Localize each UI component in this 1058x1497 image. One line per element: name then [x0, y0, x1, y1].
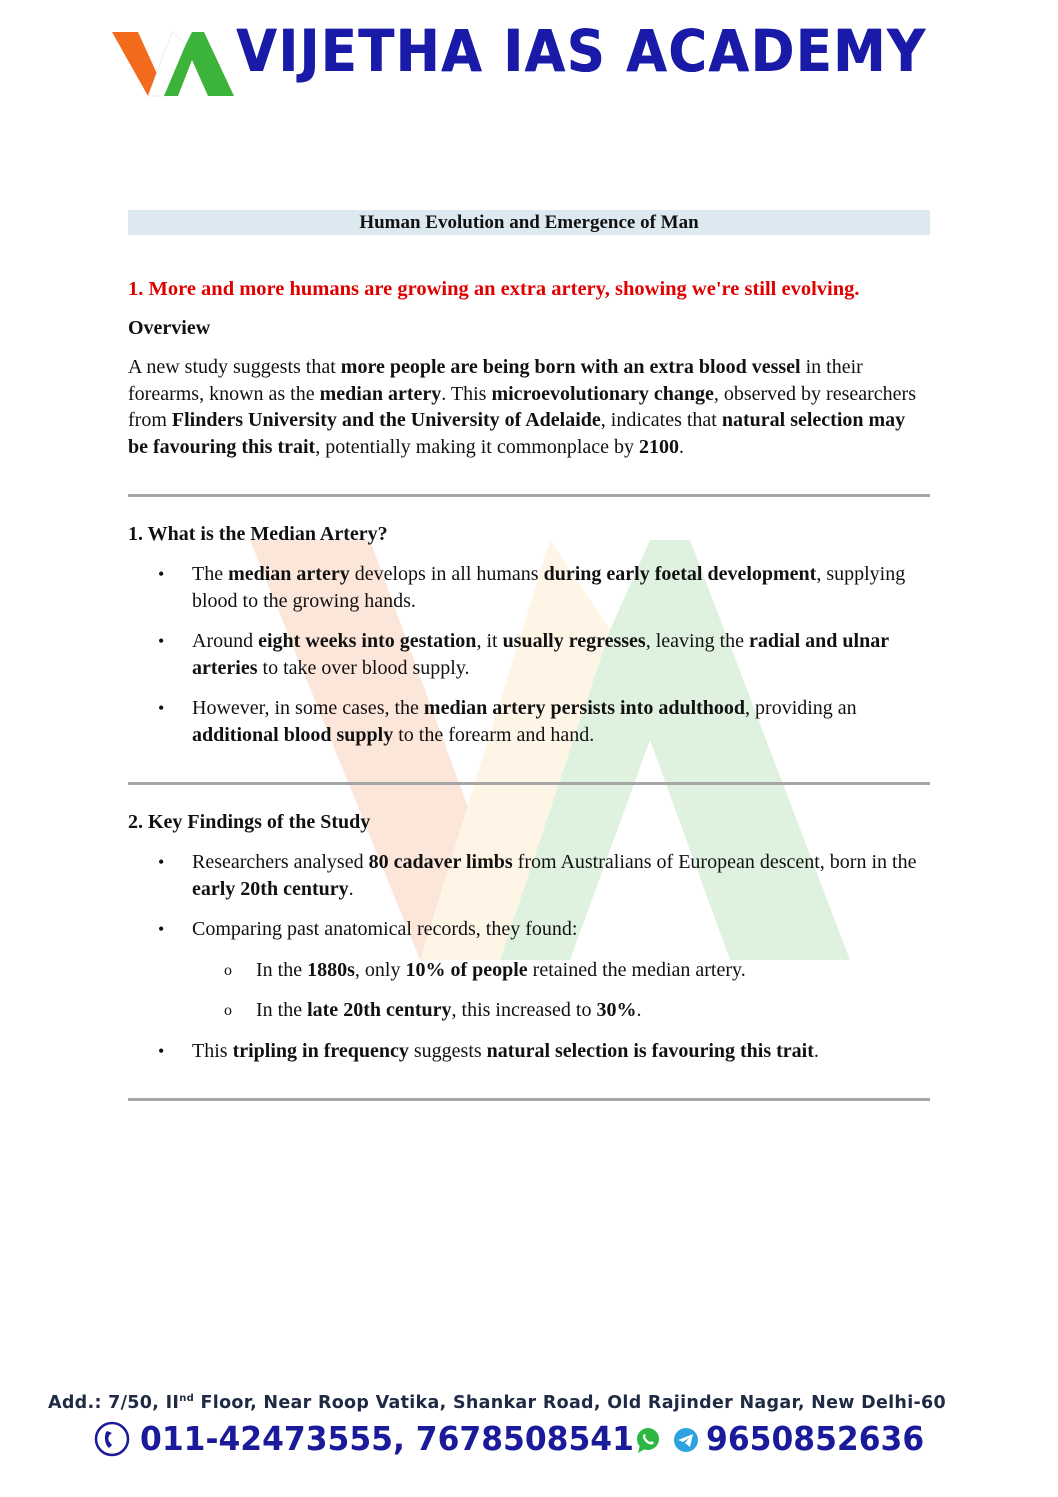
- brand-name: VIJETHA IAS ACADEMY: [236, 17, 927, 85]
- overview-paragraph: A new study suggests that more people are being born with an extra blood vessel in their forearms, known as the median artery. This microevolutionary change, observed by researchers from Flinders University and the University of Adelaide, indicates that natural selection may be favouring this trait, potentially making it commonplace by 2100.: [128, 356, 916, 458]
- findings-sub-list: [128, 957, 930, 1024]
- topic-title-bar: Human Evolution and Emergence of Man: [128, 210, 930, 235]
- section-heading-key-findings: 2. Key Findings of the Study: [128, 811, 371, 833]
- sub-list-item: o In the 1880s, only 10% of people retained the median artery.: [128, 957, 930, 984]
- list-item: • However, in some cases, the median artery persists into adulthood, providing an additional blood supply to the forearm and hand.: [128, 695, 930, 748]
- list-item: • Comparing past anatomical records, they found:: [128, 916, 930, 943]
- phone-numbers: 011-42473555, 7678508541: [140, 1419, 634, 1458]
- sub-list-item: o In the late 20th century, this increased to 30%.: [128, 997, 930, 1024]
- phone-icon: [94, 1421, 130, 1457]
- list-item: • This tripling in frequency suggests natural selection is favouring this trait.: [128, 1038, 930, 1065]
- va-logo-icon: [112, 30, 236, 98]
- telegram-icon: [672, 1426, 700, 1454]
- median-artery-list: [128, 561, 930, 748]
- list-item: • The median artery develops in all humans during early foetal development, supplying blood to the growing hands.: [128, 561, 930, 614]
- section-divider: [128, 1098, 930, 1101]
- news-headline: 1. More and more humans are growing an extra artery, showing we're still evolving.: [128, 278, 860, 300]
- whatsapp-icon: [634, 1426, 662, 1454]
- section-heading-median-artery: 1. What is the Median Artery?: [128, 523, 388, 545]
- key-findings-list: [128, 849, 930, 943]
- whatsapp-telegram-number: 9650852636: [706, 1419, 925, 1458]
- main-content: [128, 210, 930, 1101]
- overview-heading: Overview: [128, 317, 211, 339]
- footer-address: Add.: 7/50, IInd Floor, Near Roop Vatika, Shankar Road, Old Rajinder Nagar, New Delhi-60: [48, 1393, 947, 1413]
- page-header: [0, 0, 1058, 110]
- section-divider: [128, 782, 930, 785]
- section-divider: [128, 494, 930, 497]
- list-item: • Around eight weeks into gestation, it usually regresses, leaving the radial and ulnar arteries to take over blood supply.: [128, 628, 930, 681]
- list-item: • Researchers analysed 80 cadaver limbs from Australians of European descent, born in the early 20th century.: [128, 849, 930, 902]
- key-findings-list-end: [128, 1038, 930, 1065]
